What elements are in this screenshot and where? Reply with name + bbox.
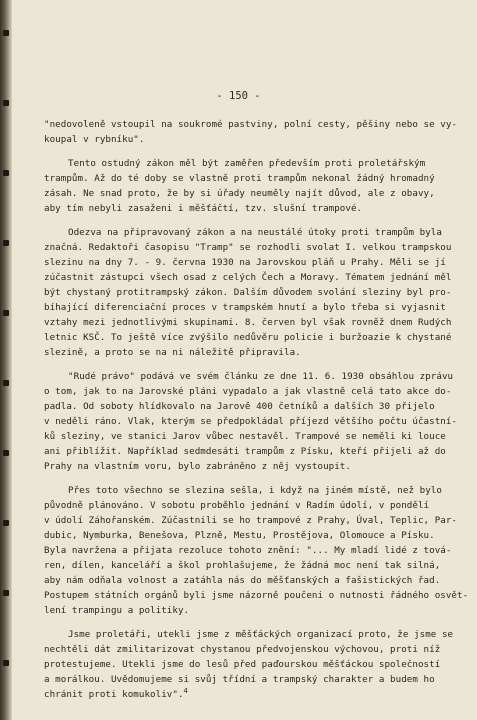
text-line: Jsme proletáři, utekli jsme z měšťáckých organizací proto, že jsme se <box>68 629 454 640</box>
text-line: v neděli ráno. Vlak, kterým se předpokládal příjezd většího počtu účastní- <box>44 416 458 427</box>
text-line: Postupem státních orgánů byli jsme názorně poučeni o nutnosti řádného osvět- <box>44 590 469 601</box>
binding-hole <box>3 380 9 386</box>
paragraph <box>44 156 436 216</box>
page-number: - 150 - <box>216 90 261 102</box>
binding-hole <box>3 240 9 246</box>
body-text <box>44 117 469 711</box>
binding-hole <box>3 660 9 666</box>
text-line: aby tím nebyli zasaženi i měšťáčtí, tzv. slušní trampové. <box>44 203 363 214</box>
paragraph <box>44 117 458 147</box>
text-line: ků sleziny, ve stanici Jarov vůbec nestavěl. Trampové se neměli ki louce <box>44 431 446 442</box>
text-line: letnic KSČ. To ještě více zvýšilo nedůvěru policie i buržoazie k chystané <box>44 332 452 343</box>
text-line: dubic, Nymburka, Benešova, Plzně, Mestu, Prostějova, Olomouce a Písku. <box>44 530 435 541</box>
text-line: a morálkou. Uvědomujeme si svůj třídní a trampský charakter a budem ho <box>44 674 435 685</box>
text-line: nechtěli dát zmilitarizovat chystanou předvojenskou výchovou, proti níž <box>44 644 441 655</box>
text-line: "nedovoleně vstoupil na soukromé pastviny, polní cesty, pěšiny nebo se vy- <box>44 119 458 130</box>
text-line: značná. Redaktoři časopisu "Tramp" se rozhodli svolat I. velkou trampskou <box>44 242 452 253</box>
text-line: bíhající diferenciační proces v trampském hnutí a bylo třeba si vyjasnit <box>44 302 446 313</box>
text-line: padla. Od soboty hlídkovalo na Jarově 400 četníků a dalších 30 přijelo <box>44 401 435 412</box>
text-line: Prahy na vlastním voru, bylo zabráněno z něj vystoupit. <box>44 461 351 472</box>
text-line: chránit proti komukoliv".$^4$ <box>44 686 188 700</box>
footnote-marker: 4 <box>183 686 188 695</box>
binding-hole <box>3 520 9 526</box>
binding-edge <box>0 0 12 720</box>
text-line: koupal v rybníku". <box>44 134 145 145</box>
text-line: ren, dílen, kanceláří a škol prohlašujeme, že žádná moc není tak silná, <box>44 560 441 571</box>
text-line: Odezva na připravovaný zákon a na neustálé útoky proti trampům byla <box>68 227 442 238</box>
text-line: Tento ostudný zákon měl být zaměřen především proti proletářským <box>68 158 426 169</box>
text-line: protestujeme. Utekli jsme do lesů před paďourskou měšťáckou společností <box>44 659 441 670</box>
binding-hole <box>3 310 9 316</box>
paragraph <box>44 627 454 702</box>
text-line: Byla navržena a přijata rezoluce tohoto znění: "... My mladí lidé z tová- <box>44 545 452 556</box>
text-line: trampům. Až do té doby se vlastně proti trampům nekonal žádný hromadný <box>44 173 435 184</box>
paragraph <box>44 483 469 618</box>
text-line: lení trampingu a politiky. <box>44 605 190 616</box>
text-line: ani přiblížit. Například sedmdesáti trampům z Písku, kteří přijeli až do <box>44 446 446 457</box>
text-line: slezině, a proto se na ni náležitě připravila. <box>44 347 301 358</box>
text-line: slezinu na dny 7. - 9. června 1930 na Jarovskou pláň u Prahy. Měli se jí <box>44 257 446 268</box>
paragraph <box>44 369 458 474</box>
binding-hole <box>3 450 9 456</box>
text-line: původně plánováno. V sobotu proběhlo jednání v Radím údolí, v pondělí <box>44 500 430 511</box>
binding-hole <box>3 30 9 36</box>
text-line: o tom, jak to na Jarovské pláni vypadalo a jak vlastně celá tato akce do- <box>44 386 452 397</box>
paragraph <box>44 225 452 360</box>
text-line: v údolí Záhořanském. Zúčastnili se ho trampové z Prahy, Úval, Teplic, Par- <box>44 515 458 526</box>
text-line: zásah. Ne snad proto, že by si úřady neuměly najít důvod, ale z obavy, <box>44 188 435 199</box>
binding-hole <box>3 590 9 596</box>
text-line: "Rudé právo" podává ve svém článku ze dne 11. 6. 1930 obsáhlou zprávu <box>68 371 454 382</box>
text-line: vztahy mezi jednotlivými skupinami. 8. červen byl však rovněž dnem Rudých <box>44 317 452 328</box>
text-line: aby nám odňala volnost a zatáhla nás do měšťanských a fašistických řad. <box>44 575 441 586</box>
text-line: Přes toto všechno se slezina sešla, i když na jiném místě, než bylo <box>68 485 442 496</box>
text-line: zúčastnit zástupci všech osad z celých Čech a Moravy. Tématem jednání měl <box>44 272 452 283</box>
text-line: být chystaný protitrampský zákon. Dalším důvodem svolání sleziny byl pro- <box>44 287 452 298</box>
binding-hole <box>3 170 9 176</box>
